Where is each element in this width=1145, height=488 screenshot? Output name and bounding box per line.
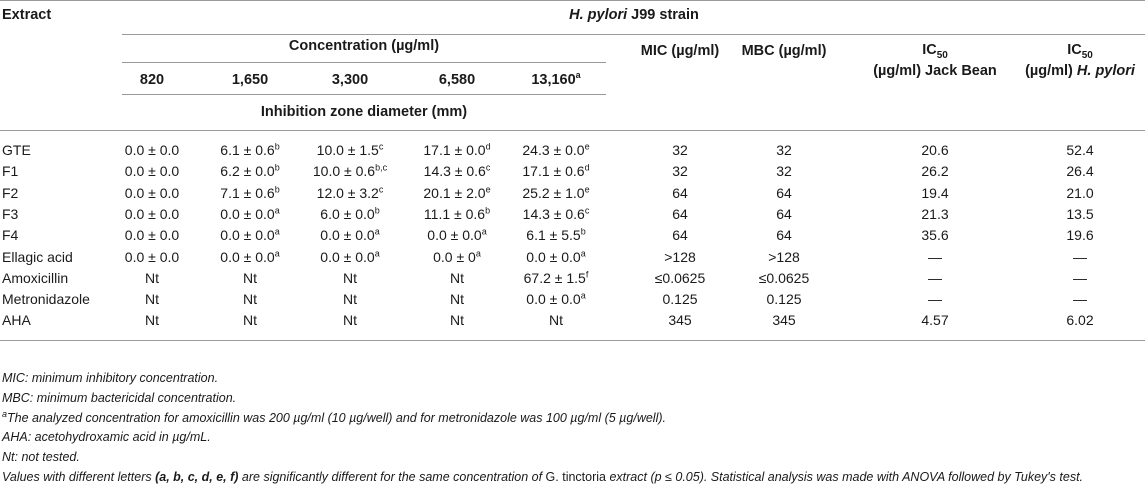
- ic50-jack-bean-header: [873, 40, 997, 82]
- mbc-cell: 0.125: [766, 291, 802, 308]
- row-label: F4: [2, 227, 19, 244]
- inhibition-cell: 6.1 ± 5.5$^b$: [526, 226, 586, 244]
- inhibition-cell: Nt: [145, 269, 159, 286]
- ic50-hp-line1: $IC_{50}$: [1067, 42, 1093, 61]
- row-label: F1: [2, 163, 19, 180]
- inhibition-cell: Nt: [343, 312, 357, 329]
- inhibition-cell: 11.1 ± 0.6$^b$: [423, 205, 491, 222]
- mbc-header: MBC (µg/ml): [741, 43, 827, 59]
- mbc-cell: 345: [772, 312, 796, 329]
- ic50-hp-cell: —: [1073, 248, 1087, 265]
- mbc-cell: 32: [776, 163, 792, 180]
- strain-suffix: J99 strain: [627, 7, 699, 23]
- note-footnote-a: $^a$The analyzed concentration for amoxicillin was 200 µg/ml (10 µg/well) and for metronidazole was 100 µg/ml (5 µg/well).: [2, 408, 666, 425]
- mic-cell: 64: [672, 184, 688, 201]
- ic50-jack-cell: 4.57: [921, 312, 949, 329]
- note-nt: Nt: not tested.: [2, 450, 80, 465]
- mic-cell: 64: [672, 205, 688, 222]
- inhibition-cell: 17.1 ± 0.0$^d$: [423, 141, 491, 158]
- ic50-jack-cell: 26.2: [921, 163, 949, 180]
- inhibition-zone-header: Inhibition zone diameter (mm): [260, 104, 468, 120]
- inhibition-cell: 14.3 ± 0.6$^c$: [423, 162, 491, 180]
- ic50-jack-cell: 19.4: [921, 184, 949, 201]
- mbc-cell: 32: [776, 142, 792, 158]
- inhibition-cell: 0.0 ± 0.0$^a$: [526, 247, 586, 265]
- inhibition-cell: Nt: [450, 269, 464, 286]
- inhibition-cell: 0.0 ± 0.0: [124, 227, 180, 244]
- ic50-jack-cell: 35.6: [921, 227, 949, 244]
- ic50-jack-cell: 21.3: [921, 205, 949, 222]
- inhibition-cell: 0.0 ± 0.0: [124, 248, 180, 265]
- concentration-underline: [122, 62, 606, 63]
- header-bottom-rule: [0, 130, 1145, 131]
- concentration-header: Concentration (µg/ml): [288, 38, 440, 54]
- mic-cell: 64: [672, 227, 688, 244]
- row-label: F3: [2, 205, 19, 222]
- inhibition-cell: 0.0 ± 0.0$^a$: [220, 247, 280, 265]
- mbc-cell: 64: [776, 227, 792, 244]
- row-label: Amoxicillin: [2, 269, 69, 286]
- inhibition-cell: 0.0 ± 0.0$^a$: [526, 290, 586, 308]
- inhibition-cell: 6.0 ± 0.0$^b$: [320, 205, 380, 222]
- inhibition-cell: 24.3 ± 0.0$^e$: [522, 141, 590, 158]
- note-mic: MIC: minimum inhibitory concentration.: [2, 371, 219, 385]
- mic-cell: 345: [668, 312, 692, 329]
- inhibition-cell: Nt: [450, 312, 464, 329]
- inhibition-cell: Nt: [145, 291, 159, 308]
- ic50-jack-cell: —: [928, 291, 942, 308]
- inhibition-cell: 10.0 ± 1.5$^c$: [316, 141, 384, 158]
- inhibition-cell: Nt: [243, 312, 257, 329]
- concentration-820: 820: [139, 72, 165, 88]
- ic50-jack-line1: $IC_{50}$: [922, 42, 948, 61]
- mic-cell: 0.125: [662, 291, 698, 308]
- inhibition-cell: Nt: [343, 269, 357, 286]
- inhibition-cell: 14.3 ± 0.6$^c$: [522, 205, 590, 222]
- inhibition-cell: 12.0 ± 3.2$^c$: [316, 183, 384, 201]
- concentration-values-underline: [122, 94, 606, 95]
- table-notes: [2, 369, 1142, 488]
- inhibition-cell: Nt: [450, 291, 464, 308]
- ic50-hpylori-header: [1025, 40, 1135, 82]
- inhibition-cell: 0.0 ± 0.0: [124, 205, 180, 222]
- ic50-hp-cell: 19.6: [1066, 227, 1094, 244]
- note-aha: AHA: acetohydroxamic acid in µg/mL.: [2, 430, 211, 445]
- inhibition-cell: Nt: [343, 291, 357, 308]
- ic50-hp-cell: —: [1073, 269, 1087, 286]
- mic-cell: 32: [672, 142, 688, 158]
- inhibition-cell: 0.0 ± 0.0$^a$: [220, 226, 280, 244]
- concentration-1650: 1,650: [231, 72, 269, 88]
- concentration-6580: 6,580: [438, 72, 476, 88]
- concentration-13160-sup: a: [575, 70, 581, 81]
- row-label: F2: [2, 184, 19, 201]
- inhibition-cell: Nt: [549, 312, 563, 329]
- table-bottom-rule: [0, 340, 1145, 341]
- ic50-hp-cell: 13.5: [1066, 205, 1094, 222]
- inhibition-cell: 0.0 ± 0.0: [124, 184, 180, 201]
- mbc-cell: 64: [776, 184, 792, 201]
- concentration-3300: 3,300: [331, 72, 369, 88]
- note-statistics: Values with different letters (a, b, c, d, e, f) are significantly different for the same concentration of G. tinctoria extract (p ≤ 0.05). Statistical analysis was made with ANOVA followed by Tukey's test.: [2, 469, 1084, 484]
- strain-header: [569, 7, 699, 23]
- note-mbc: MBC: minimum bactericidal concentration.: [2, 390, 237, 405]
- ic50-hp-cell: 52.4: [1066, 142, 1094, 158]
- ic50-hp-line2: (µg/ml) H. pylori: [1025, 63, 1135, 79]
- inhibition-cell: $0.0 \pm 0^a$: [433, 247, 481, 265]
- inhibition-cell: 0.0 ± 0.0$^a$: [320, 226, 380, 244]
- inhibition-cell: Nt: [145, 312, 159, 329]
- ic50-jack-cell: —: [928, 269, 942, 286]
- inhibition-cell: 0.0 ± 0.0$^a$: [320, 247, 380, 265]
- inhibition-cell: Nt: [243, 291, 257, 308]
- inhibition-cell: 17.1 ± 0.6$^d$: [522, 162, 590, 180]
- inhibition-cell: Nt: [243, 269, 257, 286]
- inhibition-cell: 6.2 ± 0.0$^b$: [220, 162, 280, 180]
- inhibition-cell: 6.1 ± 0.6$^b$: [220, 141, 280, 158]
- inhibition-cell: 0.0 ± 0.0: [124, 163, 180, 180]
- mbc-cell: 64: [776, 205, 792, 222]
- mbc-cell: ≤0.0625: [758, 269, 810, 286]
- row-label: Metronidazole: [2, 291, 90, 308]
- table-top-rule: [0, 0, 1145, 1]
- inhibition-cell: 20.1 ± 2.0$^e$: [423, 183, 491, 201]
- row-label: AHA: [2, 312, 31, 329]
- ic50-hp-cell: 6.02: [1066, 312, 1094, 329]
- concentration-13160: [531, 72, 580, 88]
- row-label: GTE: [2, 142, 31, 158]
- mic-header: MIC (µg/ml): [640, 43, 720, 59]
- row-label: Ellagic acid: [2, 248, 73, 265]
- strain-underline: [122, 34, 1145, 35]
- strain-name: H. pylori: [569, 7, 628, 23]
- inhibition-cell: $10.0 \pm 0.6^{b,c}$: [312, 162, 388, 180]
- inhibition-cell: 0.0 ± 0.0: [124, 142, 180, 158]
- mic-cell: ≤0.0625: [654, 269, 706, 286]
- mic-cell: 32: [672, 163, 688, 180]
- inhibition-cell: 67.2 ± 1.5$^f$: [523, 269, 589, 286]
- ic50-jack-cell: 20.6: [921, 142, 949, 158]
- ic50-hp-cell: 26.4: [1066, 163, 1094, 180]
- ic50-jack-line2: (µg/ml) Jack Bean: [873, 63, 997, 79]
- inhibition-cell: 0.0 ± 0.0$^a$: [427, 226, 487, 244]
- ic50-jack-cell: —: [928, 248, 942, 265]
- inhibition-cell: 25.2 ± 1.0$^e$: [522, 183, 590, 201]
- ic50-hp-cell: —: [1073, 291, 1087, 308]
- inhibition-cell: 7.1 ± 0.6$^b$: [220, 183, 280, 201]
- ic50-hp-cell: 21.0: [1066, 184, 1094, 201]
- inhibition-cell: 0.0 ± 0.0$^a$: [220, 205, 280, 222]
- mbc-cell: >128: [768, 248, 800, 265]
- concentration-13160-value: 13,160: [531, 72, 576, 88]
- mic-cell: >128: [664, 248, 696, 265]
- extract-header: Extract: [2, 7, 52, 23]
